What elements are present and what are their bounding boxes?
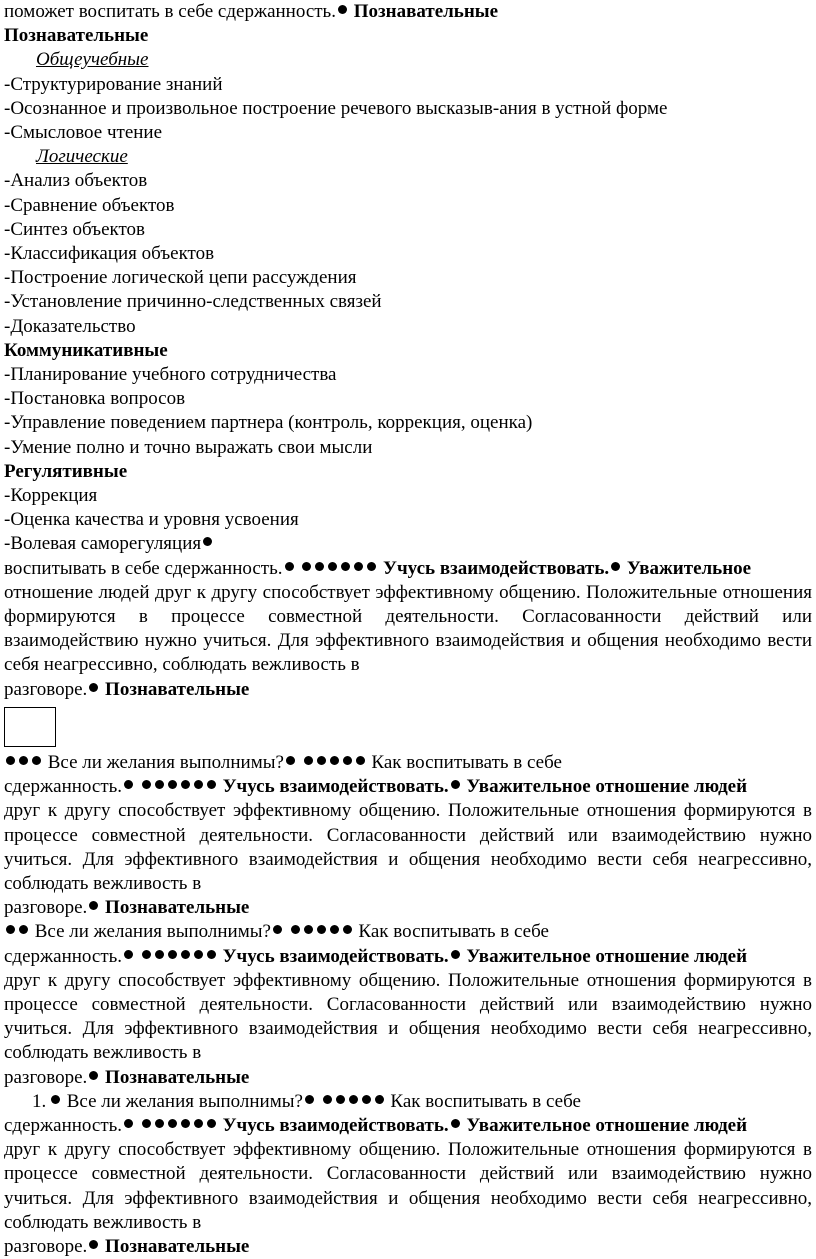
bullet-icon: [6, 756, 15, 765]
list-item: -Оценка качества и уровня усвоения: [4, 509, 299, 531]
bullet-icon: [207, 950, 216, 959]
bullet-icon: [356, 756, 365, 765]
bullet-icon: [341, 562, 350, 571]
subsection-title: Общеучебные: [36, 49, 149, 71]
bullet-icon: [349, 1095, 358, 1104]
list-item: -Структурирование знаний: [4, 73, 223, 95]
bullet-icon: [89, 901, 98, 910]
list-item: -Планирование учебного сотрудничества: [4, 364, 337, 386]
paragraph-head: сдержанность. Учусь взаимодействовать. Уважительное отношение людей: [4, 776, 748, 798]
list-item: -Умение полно и точно выражать свои мысли: [4, 436, 373, 458]
bullet-icon: [367, 562, 376, 571]
empty-frame: [4, 707, 56, 747]
bullet-icon: [330, 756, 339, 765]
bullet-icon: [168, 1119, 177, 1128]
bullet-icon: [194, 950, 203, 959]
bullet-icon: [317, 925, 326, 934]
paragraph-head: 1. Все ли желания выполнимы? Как воспитывать в себе: [4, 1090, 812, 1114]
bullet-icon: [315, 562, 324, 571]
bullet-icon: [304, 925, 313, 934]
bullet-icon: [142, 1119, 151, 1128]
subsection-title: Логические: [36, 146, 128, 168]
bullet-icon: [32, 756, 41, 765]
bullet-icon: [89, 683, 98, 692]
bullet-icon: [6, 925, 15, 934]
bullet-icon: [343, 925, 352, 934]
paragraph-head: воспитывать в себе сдержанность. Учусь взаимодействовать. Уважительное: [4, 557, 752, 579]
list-item: -Постановка вопросов: [4, 388, 186, 410]
list-item: -Управление поведением партнера (контроль, коррекция, оценка): [4, 412, 533, 434]
bullet-icon: [155, 1119, 164, 1128]
section-title: Регулятивные: [4, 460, 128, 482]
paragraph: друг к другу способствует эффективному общению. Положительные отношения формируются в процессе совместной деятельности. Согласованности действий или взаимодействию нужно учиться. Для эффективного взаимодействия и общения необходимо вести себя неагрессивно, соблюдать вежливость в: [4, 800, 812, 894]
bullet-icon: [362, 1095, 371, 1104]
bullet-icon: [451, 1119, 460, 1128]
bullet-icon: [286, 756, 295, 765]
bullet-icon: [124, 950, 133, 959]
list-item: -Коррекция: [4, 485, 98, 507]
paragraph: друг к другу способствует эффективному общению. Положительные отношения формируются в процессе совместной деятельности. Согласованности действий или взаимодействию нужно учиться. Для эффективного взаимодействия и общения необходимо вести себя неагрессивно, соблюдать вежливость в: [4, 1139, 812, 1233]
bullet-icon: [336, 1095, 345, 1104]
bullet-icon: [181, 780, 190, 789]
bullet-icon: [338, 5, 347, 14]
bullet-icon: [181, 950, 190, 959]
paragraph: друг к другу способствует эффективному общению. Положительные отношения формируются в процессе совместной деятельности. Согласованности действий или взаимодействию нужно учиться. Для эффективного взаимодействия и общения необходимо вести себя неагрессивно, соблюдать вежливость в: [4, 969, 812, 1064]
bullet-icon: [19, 756, 28, 765]
bullet-icon: [285, 562, 294, 571]
bullet-icon: [273, 925, 282, 934]
bullet-icon: [451, 780, 460, 789]
list-item: -Сравнение объектов: [4, 194, 175, 216]
paragraph-head: Все ли желания выполнимы? Как воспитывать в себе: [4, 751, 812, 775]
bullet-icon: [451, 950, 460, 959]
section-title: Коммуникативные: [4, 339, 168, 361]
header-line: поможет воспитать в себе сдержанность. Познавательные: [4, 1, 499, 22]
paragraph-end: разговоре. Познавательные: [4, 1066, 250, 1088]
bullet-icon: [328, 562, 337, 571]
paragraph-head: сдержанность. Учусь взаимодействовать. Уважительное отношение людей: [4, 945, 748, 967]
list-item: -Построение логической цепи рассуждения: [4, 267, 357, 289]
paragraph: отношение людей друг к другу способствует эффективному общению. Положительные отношения формируются в процессе совместной деятельности. Согласованности действий или взаимодействию нужно учиться. Для эффективного взаимодействия и общения необходимо вести себя неагрессивно, соблюдать вежливость в: [4, 581, 812, 676]
bullet-icon: [155, 950, 164, 959]
bullet-icon: [168, 950, 177, 959]
bullet-icon: [203, 537, 212, 546]
list-item: -Классификация объектов: [4, 243, 215, 265]
bullet-icon: [168, 780, 177, 789]
bullet-icon: [330, 925, 339, 934]
list-number: 1.: [32, 1090, 47, 1112]
bullet-icon: [323, 1095, 332, 1104]
bullet-icon: [124, 780, 133, 789]
bullet-icon: [19, 925, 28, 934]
bullet-icon: [89, 1071, 98, 1080]
bullet-icon: [89, 1240, 98, 1249]
bullet-icon: [611, 562, 620, 571]
bullet-icon: [305, 1095, 314, 1104]
bullet-icon: [375, 1095, 384, 1104]
bullet-icon: [155, 780, 164, 789]
bullet-icon: [302, 562, 311, 571]
bullet-icon: [291, 925, 300, 934]
bullet-icon: [207, 1119, 216, 1128]
bullet-icon: [304, 756, 313, 765]
list-item: -Доказательство: [4, 315, 136, 337]
paragraph-end: разговоре. Познавательные: [4, 1235, 250, 1257]
bullet-icon: [142, 780, 151, 789]
bullet-icon: [124, 1119, 133, 1128]
bullet-icon: [343, 756, 352, 765]
paragraph-end: разговоре. Познавательные: [4, 897, 250, 919]
bullet-icon: [354, 562, 363, 571]
bullet-icon: [207, 780, 216, 789]
list-item: -Волевая саморегуляция: [4, 532, 812, 556]
list-item: -Смысловое чтение: [4, 122, 163, 144]
bullet-icon: [181, 1119, 190, 1128]
bullet-icon: [317, 756, 326, 765]
bullet-icon: [194, 1119, 203, 1128]
paragraph-end: разговоре. Познавательные: [4, 678, 250, 700]
paragraph-head: Все ли желания выполнимы? Как воспитывать в себе: [4, 920, 812, 944]
list-item: -Анализ объектов: [4, 170, 148, 192]
list-item: -Осознанное и произвольное построение речевого высказыв-ания в устной форме: [4, 97, 668, 119]
section-title: Познавательные: [4, 25, 149, 47]
bullet-icon: [51, 1095, 60, 1104]
bullet-icon: [194, 780, 203, 789]
paragraph-head: сдержанность. Учусь взаимодействовать. Уважительное отношение людей: [4, 1114, 748, 1136]
list-item: -Синтез объектов: [4, 218, 146, 240]
list-item: -Установление причинно-следственных связей: [4, 291, 382, 313]
bullet-icon: [142, 950, 151, 959]
